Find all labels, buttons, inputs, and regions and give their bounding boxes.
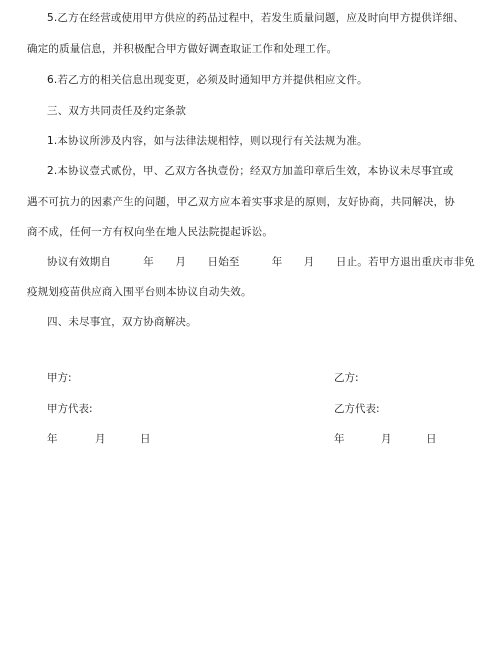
party-a-date-day: 日 [140, 433, 151, 445]
section-3-heading: 三、双方共同责任及约定条款 [47, 105, 187, 117]
clause-5-line-1: 5.乙方在经营或使用甲方供应的药品过程中，若发生质量问题，应及时向甲方提供详细、 [47, 12, 465, 24]
party-b-label: 乙方: [334, 372, 359, 384]
clause-3-2-line-2: 遇不可抗力的因素产生的问题，甲乙双方应本着实事求是的原则，友好协商，共同解决，协 [27, 196, 455, 208]
party-b-date-month: 月 [381, 433, 392, 445]
party-a-date-month: 月 [95, 433, 106, 445]
clause-6: 6.若乙方的相关信息出现变更，必须及时通知甲方并提供相应文件。 [47, 74, 368, 86]
validity-line-2: 疫规划疫苗供应商入围平台则本协议自动失效。 [27, 286, 252, 298]
party-b-rep-label: 乙方代表: [334, 403, 380, 415]
clause-3-2-line-3: 商不成，任何一方有权向坐在地人民法院提起诉讼。 [27, 226, 274, 238]
clause-3-1: 1.本协议所涉及内容，如与法律法规相悖，则以现行有关法规为准。 [47, 135, 368, 147]
party-a-date-year: 年 [47, 433, 58, 445]
party-a-rep-label: 甲方代表: [47, 403, 93, 415]
party-b-date-day: 日 [426, 433, 437, 445]
clause-5-line-2: 确定的质量信息，并积极配合甲方做好调查取证工作和处理工作。 [27, 43, 338, 55]
validity-line-1: 协议有效期自 年 月 日始至 年 月 日止。若甲方退出重庆市非免 [47, 256, 475, 268]
section-4-heading: 四、未尽事宜，双方协商解决。 [47, 316, 197, 328]
clause-3-2-line-1: 2.本协议壹式贰份，甲、乙双方各执壹份；经双方加盖印章后生效，本协议未尽事宜或 [47, 165, 454, 177]
party-b-date-year: 年 [334, 433, 345, 445]
party-a-label: 甲方: [47, 372, 72, 384]
